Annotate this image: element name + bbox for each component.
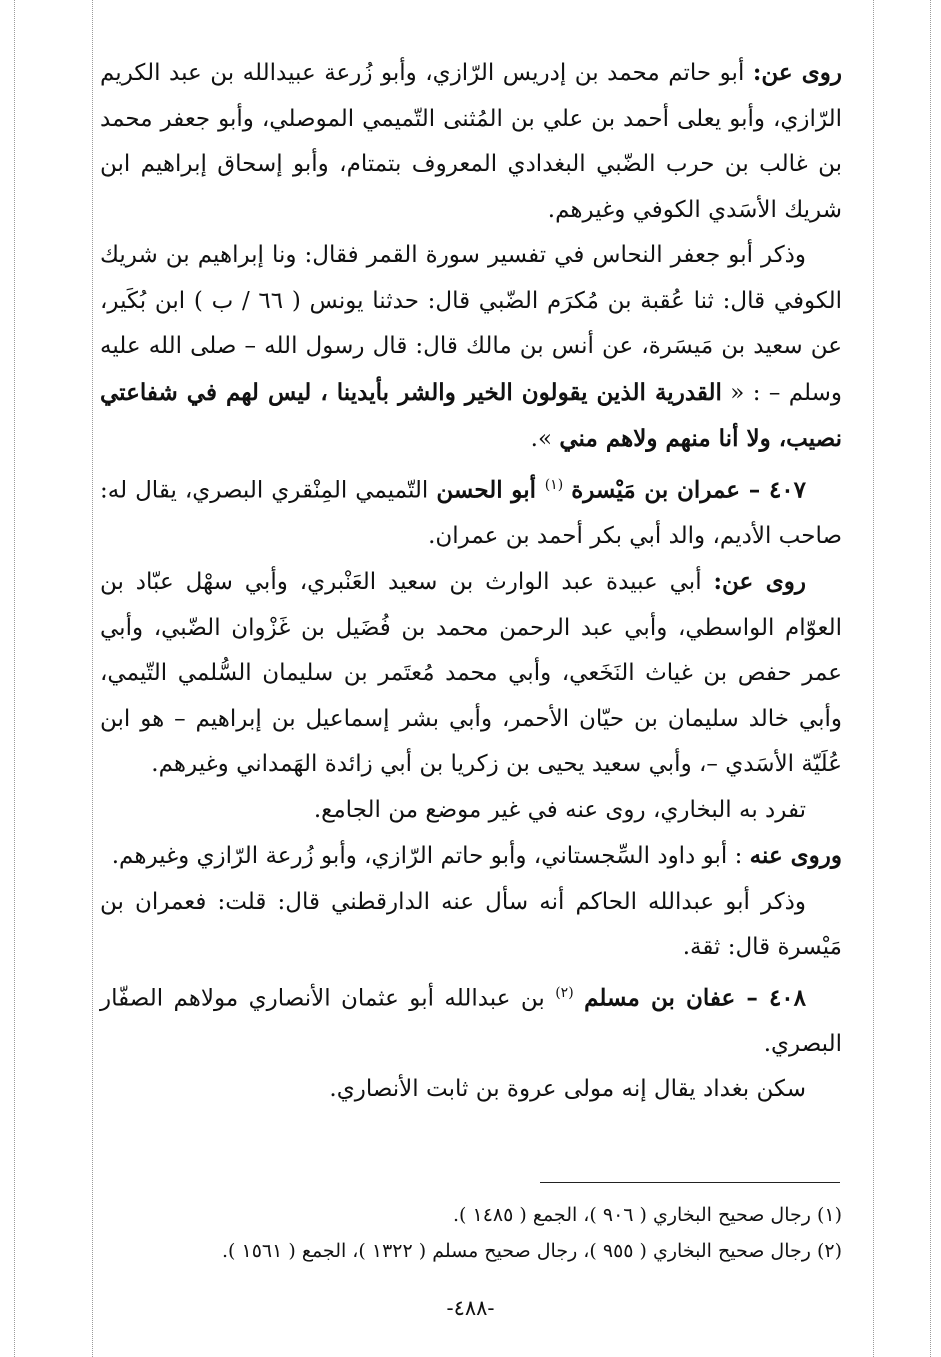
paragraph-text: وذكر أبو عبدالله الحاكم أنه سأل عنه الدارقطني قال: قلت: فعمران بن مَيْسرة قال: ثقة. [100, 888, 842, 961]
footnote-divider [540, 1182, 840, 1183]
paragraph-text: أبو حاتم محمد بن إدريس الرّازي، وأبو زُرعة عبيدالله بن عبد الكريم الرّازي، وأبو يعلى أحمد بن علي بن المُثنى التّميمي الموصلي، وأبو جعفر محمد بن غالب بن حرب الضّبي البغدادي المعروف بتمتام، وأبو إسحاق إبراهيم ابن شريك الأسَدي الكوفي وغيرهم. [100, 60, 842, 223]
margin-rule-right [930, 0, 931, 1357]
footnote-1: (١) رجال صحيح البخاري ( ٩٠٦ )، الجمع ( ١٤٨٥ ). [453, 1204, 842, 1226]
paragraph-text-tail: ». [530, 426, 560, 452]
footnote-ref[interactable]: (١) [544, 476, 564, 493]
entry-heading: ٤٠٨ – عفان بن مسلم [584, 984, 806, 1012]
paragraph-rawa-anhu [100, 833, 842, 880]
paragraph-baghdad [100, 1067, 842, 1113]
footnotes [100, 1197, 842, 1269]
paragraph-riwaya-an-2 [100, 559, 842, 788]
entry-407 [100, 463, 842, 560]
page-body [100, 50, 842, 1113]
paragraph-nahhas-hadith [100, 233, 842, 463]
paragraph-text: سكن بغداد يقال إنه مولى عروة بن ثابت الأنصاري. [329, 1076, 806, 1103]
page-number: -٤٨٨- [446, 1296, 495, 1320]
paragraph-text: تفرد به البخاري، روى عنه في غير موضع من الجامع. [313, 796, 806, 823]
margin-rule-inner-left [92, 0, 93, 1357]
footnote-2: (٢) رجال صحيح البخاري ( ٩٥٥ )، رجال صحيح مسلم ( ١٣٢٢ )، الجمع ( ١٥٦١ ). [222, 1240, 842, 1262]
paragraph-text: أبي عبيدة عبد الوارث بن سعيد العَنْبري، وأبي سهْل عبّاد بن العوّام الواسطي، وأبي عبد الرحمن محمد بن فُضَيل بن غَزْوان الضّبي، وأبي عمر حفص بن غياث النَخَعي، وأبي محمد مُعتَمر بن سليمان السُّلمي التّيمي، وأبي خالد سليمان بن حيّان الأحمر، وأبي بشر إسماعيل بن إبراهيم – هو ابن عُلَيّة الأسَدي –، وأبي سعيد يحيى بن زكريا بن أبي زائدة الهَمداني وغيرهم. [100, 569, 843, 778]
hadith-text: القدرية الذين يقولون الخير والشر بأيدينا ، ليس لهم في شفاعتي نصيب، ولا أنا منهم ولاهم مني [100, 378, 842, 452]
entry-kunya: أبو الحسن [436, 476, 545, 504]
paragraph-text: : أبو داود السِّجستاني، وأبو حاتم الرّازي، وأبو زُرعة الرّازي وغيرهم. [111, 843, 750, 870]
heading-rawa-an: روى عن: [752, 59, 842, 86]
heading-rawa-an: روى عن: [713, 568, 806, 596]
margin-rule-left [14, 0, 15, 1357]
paragraph-bukhari [100, 788, 842, 834]
entry-heading: ٤٠٧ – عمران بن مَيْسرة [571, 476, 807, 504]
margin-rule-inner-right [873, 0, 874, 1357]
entry-408 [100, 971, 842, 1068]
paragraph-text: التّميمي المِنْقري البصري، يقال له: صاحب الأديم، والد أبي بكر أحمد بن عمران. [100, 477, 842, 549]
paragraph-hakim [100, 880, 842, 971]
heading-rawa-anhu: وروى عنه [749, 842, 842, 870]
footnote-ref[interactable]: (٢) [555, 984, 574, 1001]
paragraph-text: بن عبدالله أبو عثمان الأنصاري مولاهم الصفّار البصري. [100, 985, 842, 1057]
paragraph-riwaya-an [100, 50, 842, 233]
paragraph-text: وذكر أبو جعفر النحاس في تفسير سورة القمر فقال: ونا إبراهيم بن شريك الكوفي قال: ثنا عُقبة بن مُكرَم الضّبي قال: حدثنا يونس ( ٦٦ / ب ) ابن بُكَير، عن سعيد بن مَيسَرة، عن أنس بن مالك قال: قال رسول الله – صلى الله عليه وسلم – : « [100, 242, 842, 406]
